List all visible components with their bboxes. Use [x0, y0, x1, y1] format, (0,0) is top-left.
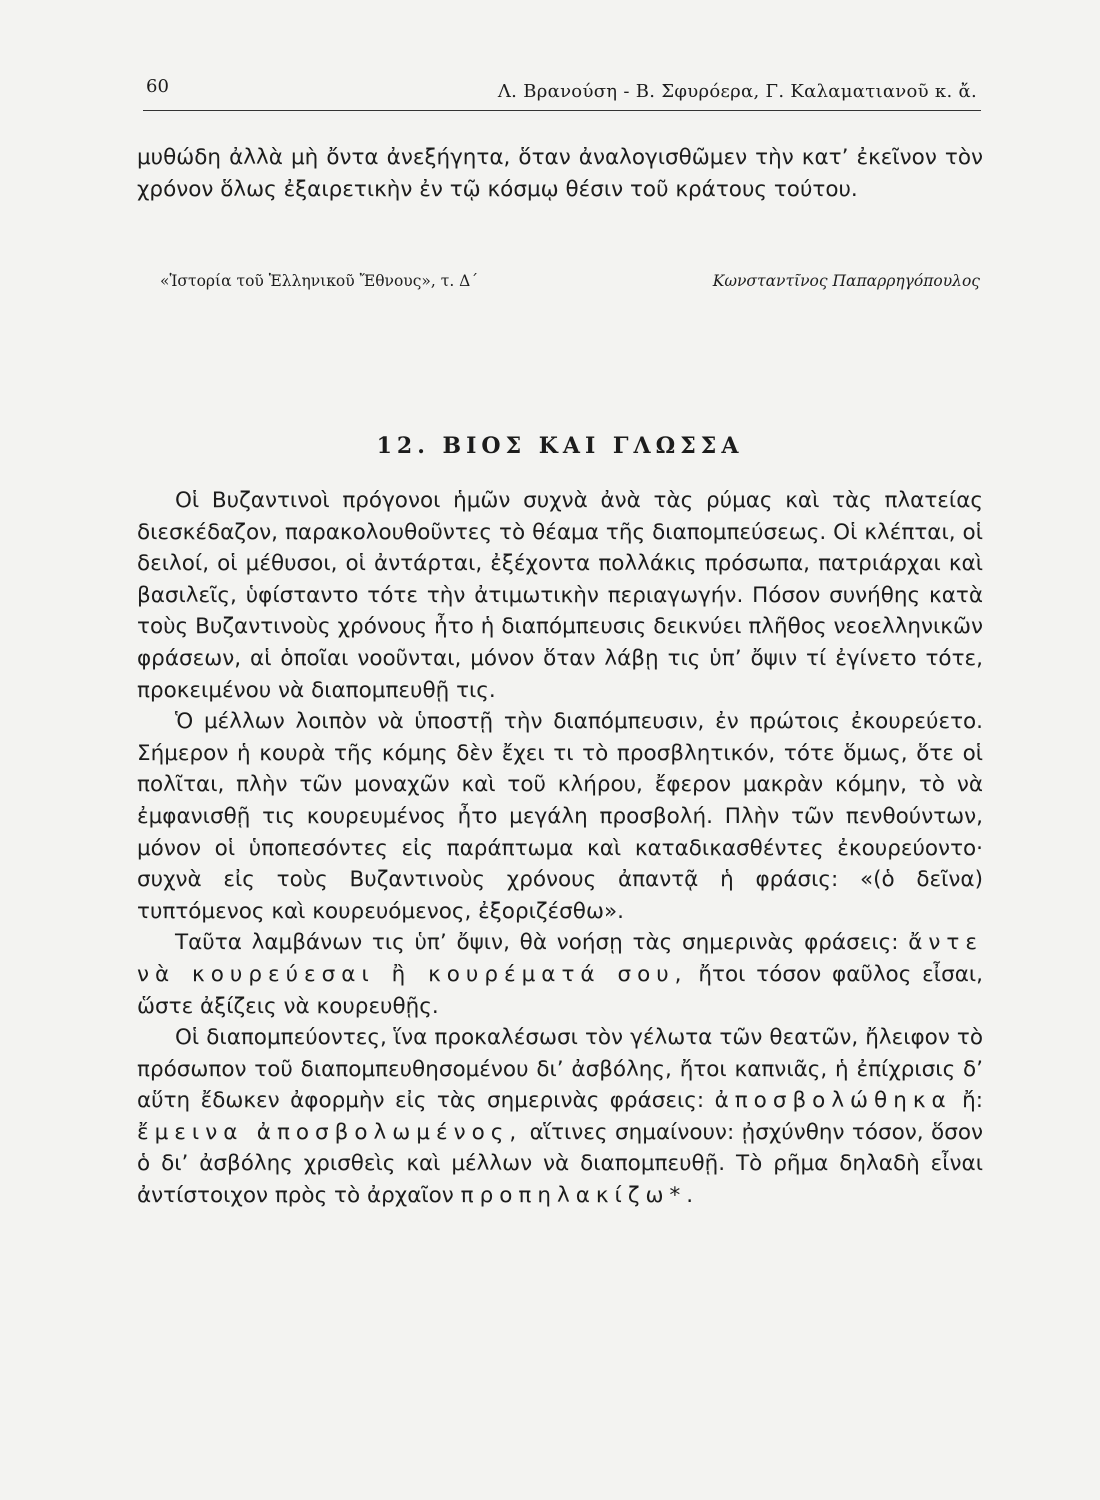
paragraph-2: Ὁ μέλλων λοιπὸν νὰ ὑποστῇ τὴν διαπόμπευσιν, ἐν πρώτοις ἐκουρεύετο. Σήμερον ἡ κουρὰ τῆς κόμης δὲν ἔχει τι τὸ προσβλητικόν, τότε ὅμως, ὅτε οἱ πολῖται, πλὴν τῶν μοναχῶν καὶ τοῦ κλήρου, ἔφερον μακρὰν κόμην, τὸ νὰ ἐμφανισθῇ τις κουρευμένος ἦτο μεγάλη προσβολή. Πλὴν τῶν πενθούντων, μόνον οἱ ὑποπεσόντες εἰς παράπτωμα καὶ καταδικασθέντες ἐκουρεύοντο· συχνὰ εἰς τοὺς Βυζαντινοὺς χρόνους ἀπαντᾷ ἡ φράσις: «(ὁ δεῖνα) τυπτόμενος καὶ κουρευόμενος, ἐξοριζέσθω».: [137, 709, 983, 924]
paragraph-4-or: ἤ:: [962, 1088, 983, 1114]
page-header: [143, 70, 981, 111]
spaced-word-aposvolothika: ἀποσβολώθηκα: [714, 1088, 952, 1114]
section-heading: 12. ΒΙΟΣ ΚΑΙ ΓΛΩΣΣΑ: [376, 433, 744, 459]
page-number: 60: [146, 76, 169, 97]
intro-paragraph: [137, 142, 983, 205]
running-head: Λ. Βρανούση - Β. Σφυρόερα, Γ. Καλαματιανοῦ κ. ἄ.: [497, 81, 977, 102]
paragraph-1: Οἱ Βυζαντινοὶ πρόγονοι ἡμῶν συχνὰ ἀνὰ τὰς ρύμας καὶ τὰς πλατείας διεσκέδαζον, παρακολουθοῦντες τὸ θέαμα τῆς διαπομπεύσεως. Οἱ κλέπται, οἱ δειλοί, οἱ μέθυσοι, οἱ ἀντάρται, ἐξέχοντα πολλάκις πρόσωπα, πατριάρχαι καὶ βασιλεῖς, ὑφίσταντο τότε τὴν ἀτιμωτικὴν περιαγωγήν. Πόσον συνήθης κατὰ τοὺς Βυζαντινοὺς χρόνους ἦτο ἡ διαπόμπευσις δεικνύει πλῆθος νεοελληνικῶν φράσεων, αἱ ὁποῖαι νοοῦνται, μόνον ὅταν λάβῃ τις ὑπ’ ὄψιν τί ἐγίνετο τότε, προκειμένου νὰ διαπομπευθῇ τις.: [137, 488, 983, 703]
paragraph-4-rest: αἵτινες σημαίνουν: ᾐσχύνθην τόσον, ὅσον ὁ δι’ ἀσβόλης χρισθεὶς καὶ μέλλων νὰ διαπομπευθῇ. Τὸ ρῆμα δηλαδὴ εἶναι ἀντίστοιχον πρὸς τὸ ἀρχαῖον: [137, 1119, 983, 1209]
spaced-word-propilakizo: προπηλακίζω*.: [460, 1183, 700, 1209]
spaced-phrase-koureuesai: ἄντε νὰ κουρεύεσαι ἢ κουρέματά σου,: [137, 930, 983, 987]
paragraph-3-rest: ἤτοι τόσον φαῦλος εἶσαι, ὥστε ἀξίζεις νὰ κουρευθῇς.: [137, 961, 983, 1019]
paragraph-4-lead: Οἱ διαπομπεύοντες, ἵνα προκαλέσωσι τὸν γέλωτα τῶν θεατῶν, ἤλειφον τὸ πρόσωπον τοῦ διαπομπευθησομένου δι’ ἀσβόλης, ἤτοι καπνιᾶς, ἡ ἐπίχρισις δ’ αὕτη ἔδωκεν ἀφορμὴν εἰς τὰς σημερινὰς φράσεις:: [137, 1025, 983, 1114]
main-text: [137, 485, 983, 1212]
intro-text: μυθώδη ἀλλὰ μὴ ὄντα ἀνεξήγητα, ὅταν ἀναλογισθῶμεν τὴν κατ’ ἐκεῖνον τὸν χρόνον ὅλως ἐξαιρετικὴν ἐν τῷ κόσμῳ θέσιν τοῦ κράτους τούτου.: [137, 145, 983, 202]
citation: [160, 272, 980, 298]
spaced-phrase-emeina: ἔμεινα ἀποσβολωμένος,: [137, 1119, 523, 1145]
citation-source: «Ἱστορία τοῦ Ἑλληνικοῦ Ἔθνους», τ. Δ΄: [160, 272, 479, 290]
paragraph-3-lead: Ταῦτα λαμβάνων τις ὑπ’ ὄψιν, θὰ νοήσῃ τὰς σημερινὰς φράσεις:: [175, 930, 899, 956]
paragraph-4: [137, 1022, 983, 1212]
citation-author: Κωνσταντῖνος Παπαρρηγόπουλος: [712, 272, 980, 290]
paragraph-3: [137, 927, 983, 1022]
